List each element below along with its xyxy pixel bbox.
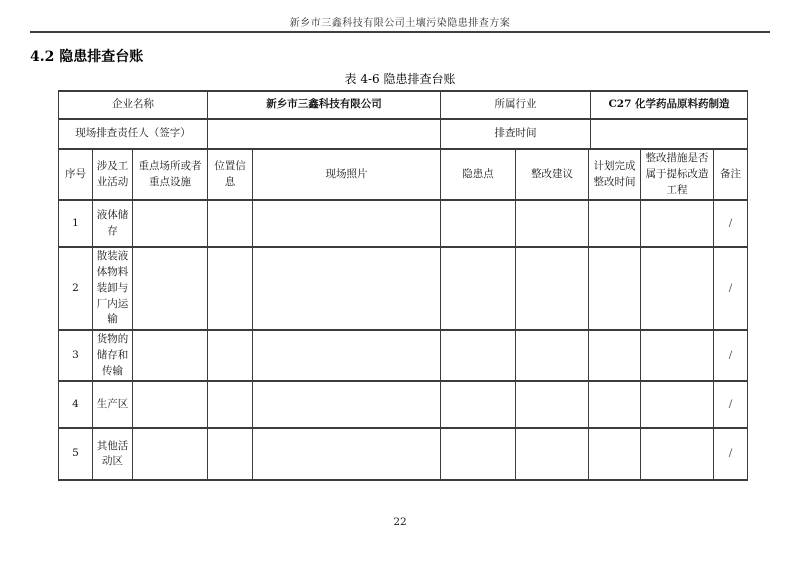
header-location: 位置信息 [208,149,253,200]
table-row [59,330,748,381]
activity-cell: 生产区 [93,381,133,428]
deadline-cell [589,247,641,330]
table-row [59,200,748,247]
key-facility-cell [133,330,208,381]
photo-cell [253,247,441,330]
inspector-signature-cell [208,119,441,149]
suggestion-cell [516,381,589,428]
header-activity: 涉及工业活动 [93,149,133,200]
remark-cell: / [714,381,748,428]
page-number: 22 [393,516,407,528]
location-cell [208,428,253,480]
table-row [59,91,748,119]
serial-cell: 3 [59,330,93,381]
hazard-point-cell [441,247,516,330]
table-row [59,381,748,428]
company-info-table [58,90,748,150]
location-cell [208,381,253,428]
activity-cell: 其他活动区 [93,428,133,480]
location-cell [208,330,253,381]
table-row [59,119,748,149]
key-facility-cell [133,381,208,428]
activity-cell: 液体储存 [93,200,133,247]
upgrade-project-cell [641,381,714,428]
serial-cell: 1 [59,200,93,247]
table-row [59,428,748,480]
header-remark: 备注 [714,149,748,200]
deadline-cell [589,428,641,480]
header-hazard-point: 隐患点 [441,149,516,200]
header-suggestion: 整改建议 [516,149,589,200]
suggestion-cell [516,247,589,330]
header-deadline: 计划完成整改时间 [589,149,641,200]
suggestion-cell [516,428,589,480]
photo-cell [253,330,441,381]
company-name-cell: 新乡市三鑫科技有限公司 [208,91,441,119]
hazard-point-cell [441,330,516,381]
photo-cell [253,381,441,428]
table-header-row [59,149,748,200]
deadline-cell [589,381,641,428]
suggestion-cell [516,200,589,247]
remark-cell: / [714,200,748,247]
key-facility-cell [133,428,208,480]
upgrade-project-cell [641,428,714,480]
location-cell [208,247,253,330]
upgrade-project-cell [641,247,714,330]
suggestion-cell [516,330,589,381]
deadline-cell [589,200,641,247]
remark-cell: / [714,428,748,480]
header-rule [30,31,770,33]
upgrade-project-cell [641,330,714,381]
photo-cell [253,200,441,247]
time-label-cell: 排查时间 [441,119,591,149]
time-value-cell [591,119,748,149]
remark-cell: / [714,247,748,330]
table-caption: 表 4-6 隐患排查台账 [344,72,456,86]
deadline-cell [589,330,641,381]
photo-cell [253,428,441,480]
company-label-cell: 企业名称 [59,91,208,119]
header-serial: 序号 [59,149,93,200]
serial-cell: 5 [59,428,93,480]
running-head: 新乡市三鑫科技有限公司土壤污染隐患排查方案 [289,18,511,29]
activity-cell: 货物的储存和传输 [93,330,133,381]
inspector-label-cell: 现场排查责任人（签字） [59,119,208,149]
key-facility-cell [133,247,208,330]
header-key-facility: 重点场所或者重点设施 [133,149,208,200]
hazard-point-cell [441,200,516,247]
industry-label-cell: 所属行业 [441,91,591,119]
hazard-point-cell [441,381,516,428]
remark-cell: / [714,330,748,381]
upgrade-project-cell [641,200,714,247]
serial-cell: 2 [59,247,93,330]
table-row [59,247,748,330]
activity-cell: 散装液体物料装卸与厂内运输 [93,247,133,330]
key-facility-cell [133,200,208,247]
location-cell [208,200,253,247]
header-photo: 现场照片 [253,149,441,200]
hazard-point-cell [441,428,516,480]
header-upgrade-project: 整改措施是否属于提标改造工程 [641,149,714,200]
industry-value-cell: C27 化学药品原料药制造 [591,91,748,119]
section-heading: 4.2 隐患排查台账 [30,49,144,65]
serial-cell: 4 [59,381,93,428]
ledger-tables [58,90,747,481]
hazard-ledger-table [58,148,748,481]
